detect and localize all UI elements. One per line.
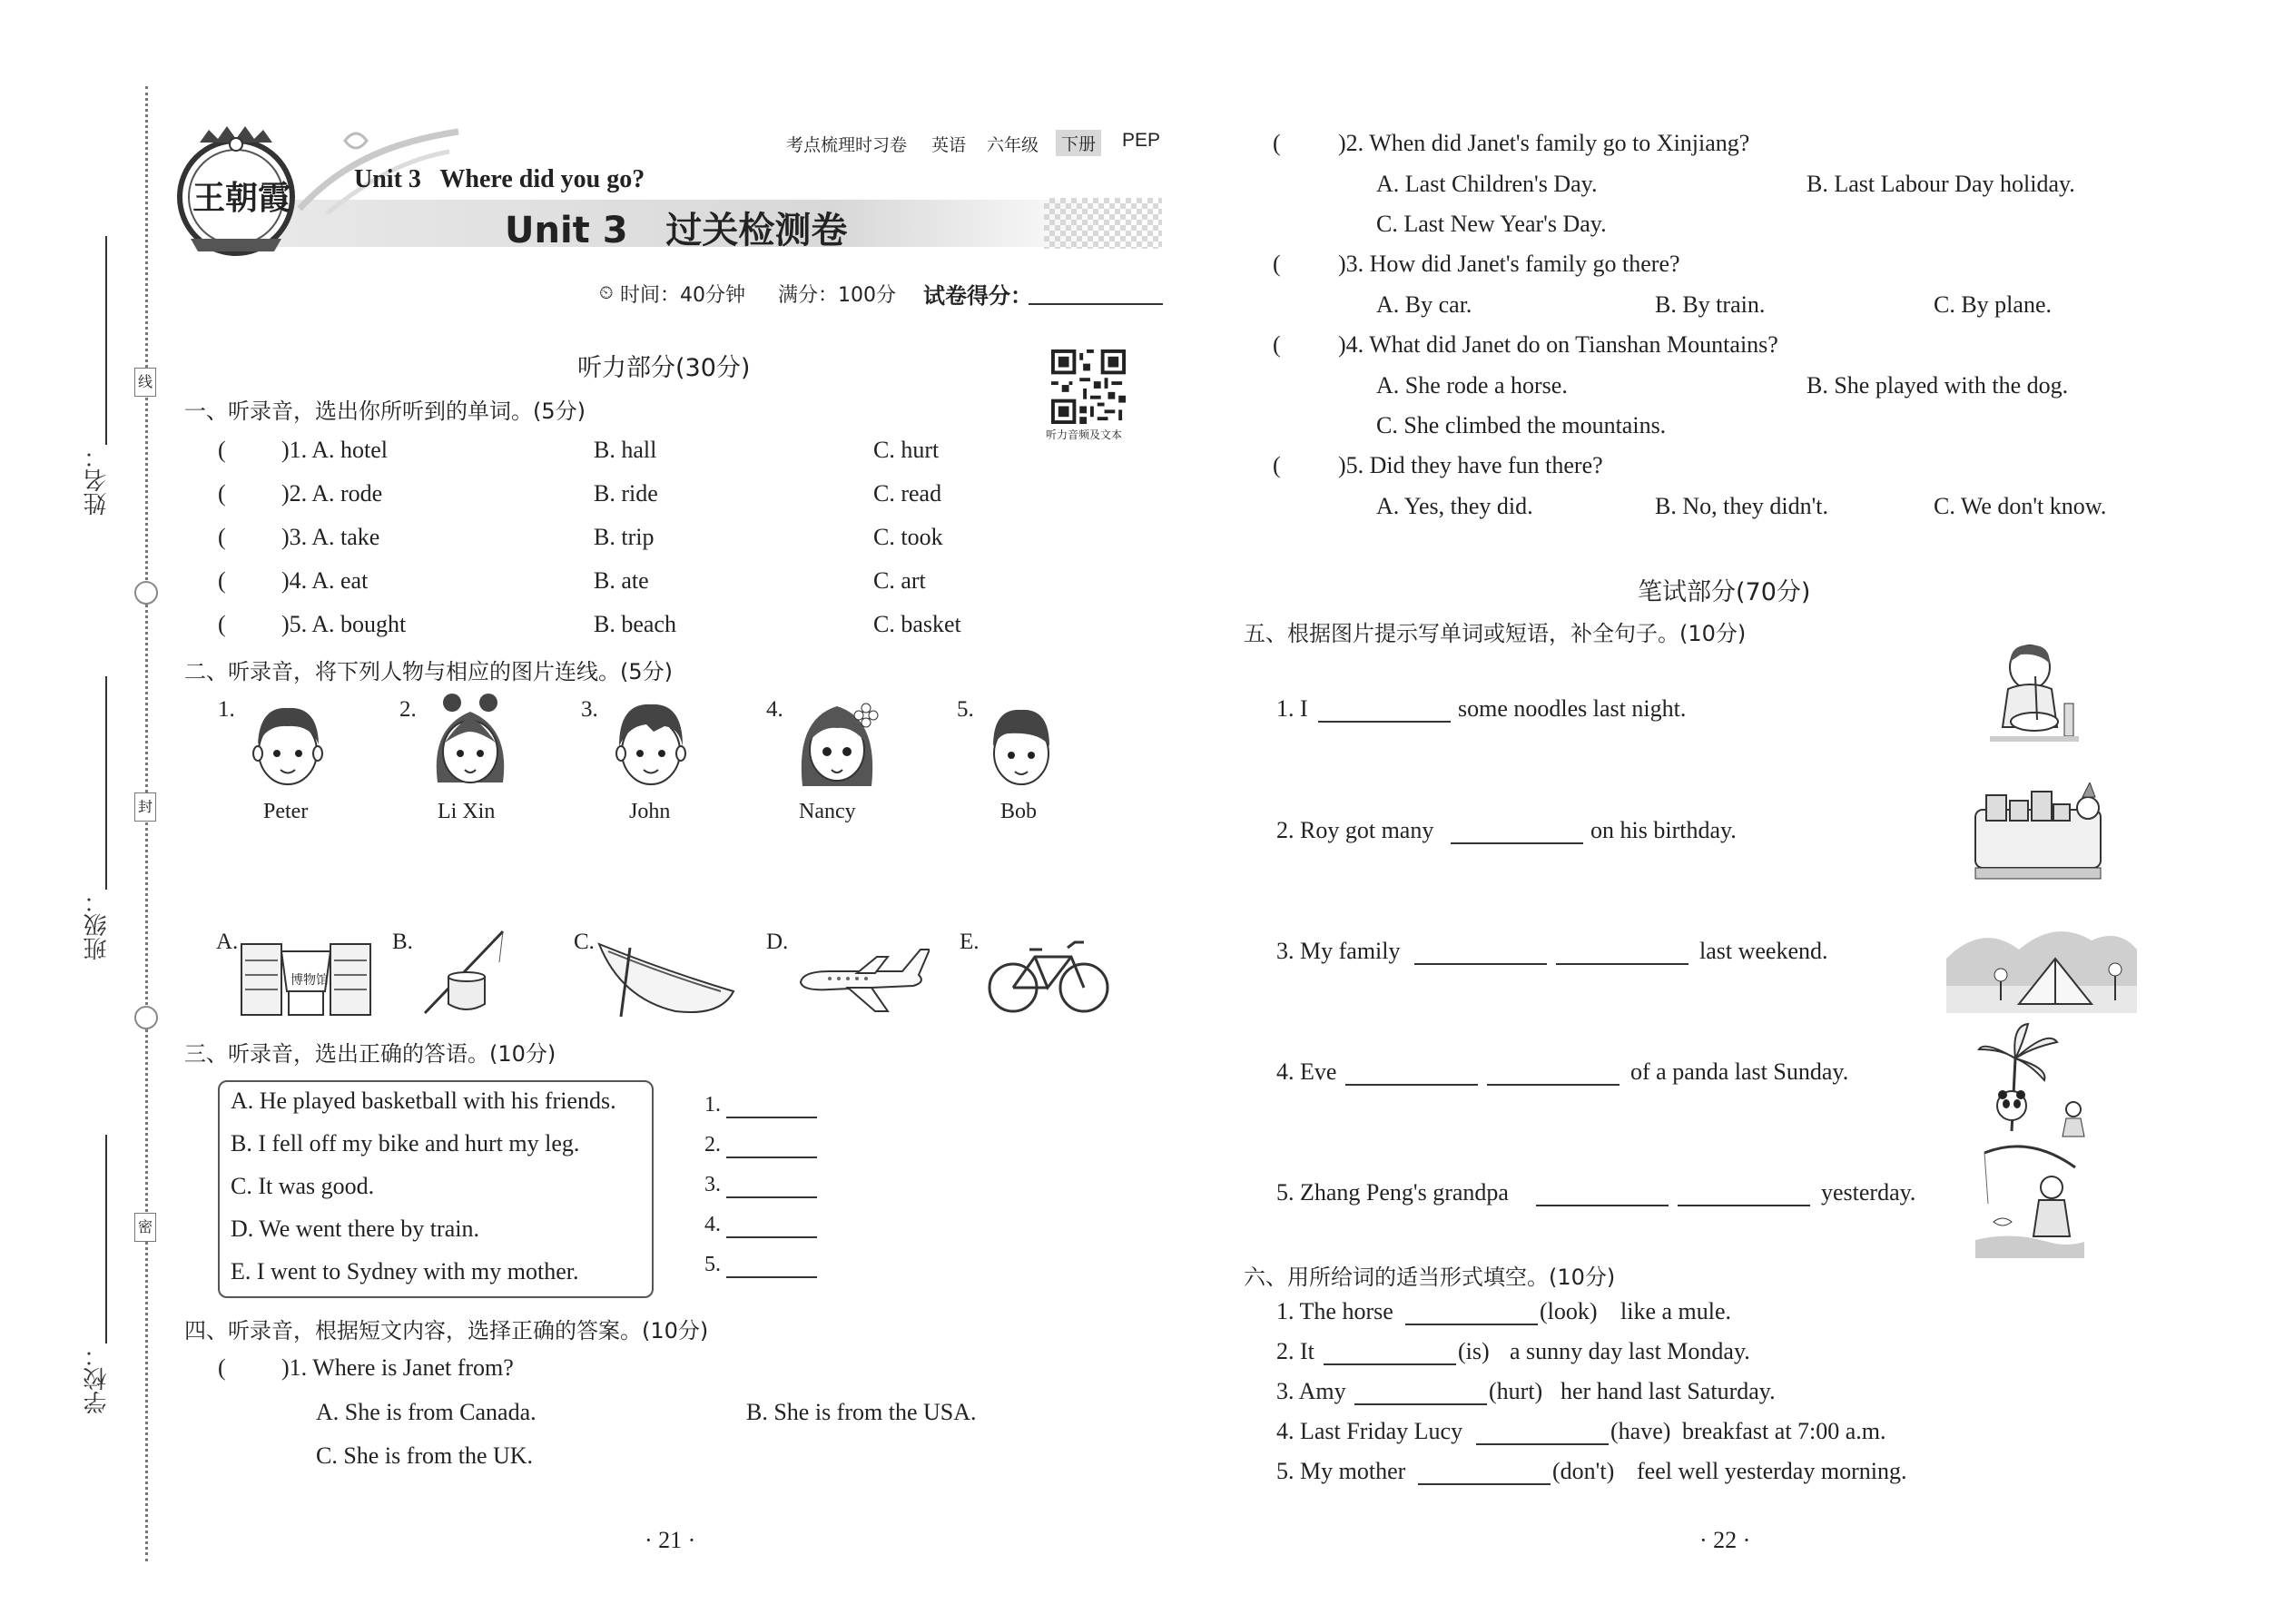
list-item: ( (1273, 130, 1281, 156)
sentence-end: some noodles last night. (1458, 695, 1687, 722)
writing-title: 笔试部分(70分) (1638, 578, 1811, 606)
sentence-end: feel well yesterday morning. (1637, 1458, 1907, 1484)
option-c[interactable]: C. hurt (873, 437, 940, 463)
sentence-start: 4. Last Friday Lucy (1276, 1418, 1463, 1444)
answer-blank-label: 5. (704, 1253, 721, 1276)
person-number: 1. (218, 697, 235, 722)
sentence-start: 1. I (1276, 695, 1308, 722)
part5-title: 五、根据图片提示写单词或短语，补全句子。(10分) (1244, 621, 1747, 646)
answer-blank-label: 3. (704, 1173, 721, 1196)
picture-label: C. (574, 930, 595, 954)
girl-face-icon (425, 692, 516, 797)
sentence-start: 5. Zhang Peng's grandpa (1276, 1179, 1509, 1206)
school-label: 学校： (84, 1343, 111, 1414)
option-b[interactable]: B. She played with the dog. (1807, 372, 2069, 399)
name-underline (105, 236, 107, 445)
panda-photo-icon (1975, 1022, 2093, 1140)
main-title: Unit 3 过关检测卷 (505, 210, 848, 251)
answer-option: A. He played basketball with his friends. (231, 1088, 616, 1114)
page-number-right: · 22 · (1699, 1527, 1751, 1553)
option-a[interactable]: A. By car. (1376, 291, 1472, 318)
option-b[interactable]: B. She is from the USA. (746, 1399, 977, 1425)
dotted-cut-line (145, 86, 148, 1561)
sentence-start: 5. My mother (1276, 1458, 1406, 1484)
header-tag-2: 英语 (931, 135, 967, 155)
list-item: ( (218, 480, 226, 507)
answer-blank[interactable] (726, 1236, 817, 1238)
boy-eating-noodles-icon (1984, 640, 2084, 756)
cut-char-3: 密 (134, 1213, 156, 1242)
option-a[interactable]: A. She is from Canada. (316, 1399, 537, 1425)
boat-icon (594, 935, 739, 1017)
question-text: )3. How did Janet's family go there? (1338, 251, 1680, 277)
header-tag-4: 下册 (1056, 130, 1101, 156)
binding-hole-1 (134, 581, 158, 605)
fill-blank[interactable] (1345, 1084, 1478, 1086)
part6-title: 六、用所给词的适当形式填空。(10分) (1244, 1265, 1616, 1290)
header-tag-5: PEP (1122, 130, 1161, 151)
listening-title: 听力部分(30分) (577, 354, 751, 382)
answer-blank[interactable] (726, 1156, 817, 1158)
fill-blank[interactable] (1536, 1205, 1669, 1206)
name-label: 姓名： (84, 445, 111, 516)
clock-icon: ⏲ (599, 281, 614, 303)
person-name: Nancy (799, 800, 856, 823)
question-text: )2. When did Janet's family go to Xinjiang? (1338, 130, 1750, 156)
question-text: )1. Where is Janet from? (281, 1354, 514, 1381)
girl-face-icon (792, 692, 882, 797)
airplane-icon (793, 939, 930, 1015)
fill-blank[interactable] (1414, 963, 1547, 965)
fill-blank[interactable] (1556, 963, 1689, 965)
option-b[interactable]: B. ate (594, 567, 649, 594)
answer-option: C. It was good. (231, 1173, 375, 1199)
list-item[interactable]: )1. A. hotel (281, 437, 388, 463)
list-item[interactable]: )5. A. bought (281, 611, 407, 637)
qr-caption: 听力音频及文本 (1046, 428, 1123, 441)
given-word: (have) (1610, 1418, 1671, 1444)
grandpa-fishing-icon (1975, 1140, 2084, 1258)
class-underline (105, 676, 107, 890)
camping-tent-icon (1946, 922, 2137, 1013)
exam-score: 满分：100分 (778, 284, 896, 307)
given-word: (don't) (1552, 1458, 1615, 1484)
answer-option: B. I fell off my bike and hurt my leg. (231, 1130, 580, 1156)
qr-code-icon[interactable] (1051, 349, 1126, 424)
exam-result-blank[interactable] (1029, 303, 1163, 305)
option-c[interactable]: C. read (873, 480, 942, 507)
answer-blank[interactable] (726, 1276, 817, 1278)
option-c[interactable]: C. Last New Year's Day. (1376, 211, 1607, 237)
list-item: ( (1273, 251, 1281, 277)
list-item[interactable]: )3. A. take (281, 524, 380, 550)
fill-blank[interactable] (1405, 1324, 1538, 1325)
option-a[interactable]: A. She rode a horse. (1376, 372, 1568, 399)
answer-blank-label: 4. (704, 1213, 721, 1236)
binding-hole-2 (134, 1006, 158, 1029)
option-b[interactable]: B. No, they didn't. (1655, 493, 1829, 519)
answer-blank[interactable] (726, 1117, 817, 1118)
fill-blank[interactable] (1451, 842, 1583, 844)
fill-blank[interactable] (1324, 1363, 1456, 1365)
cut-char-1: 线 (134, 368, 156, 397)
person-name: Bob (1000, 800, 1038, 823)
page-number-left: · 21 · (645, 1527, 696, 1553)
given-word: (hurt) (1489, 1378, 1543, 1404)
person-name: Peter (263, 800, 309, 823)
option-b[interactable]: B. ride (594, 480, 658, 507)
sentence-end: like a mule. (1620, 1298, 1732, 1324)
school-underline (105, 1135, 107, 1343)
part4-title: 四、听录音，根据短文内容，选择正确的答案。(10分) (184, 1318, 709, 1343)
option-b[interactable]: B. Last Labour Day holiday. (1807, 171, 2075, 197)
answer-option: E. I went to Sydney with my mother. (231, 1258, 579, 1284)
sentence-end: breakfast at 7:00 a.m. (1682, 1418, 1886, 1444)
question-text: )5. Did they have fun there? (1338, 452, 1603, 478)
option-c[interactable]: C. We don't know. (1934, 493, 2107, 519)
answer-blank-label: 1. (704, 1093, 721, 1117)
list-item[interactable]: )4. A. eat (281, 567, 369, 594)
sentence-end: yesterday. (1821, 1179, 1916, 1206)
exam-result-label: 试卷得分： (923, 283, 1032, 309)
option-a[interactable]: A. Last Children's Day. (1376, 171, 1598, 197)
class-label: 班级： (84, 890, 111, 960)
answer-option: D. We went there by train. (231, 1216, 479, 1242)
header-tag-1: 考点梳理时习卷 (786, 135, 908, 155)
list-item: ( (1273, 452, 1281, 478)
sentence-start: 3. Amy (1276, 1378, 1346, 1404)
list-item: ( (218, 1354, 226, 1381)
picture-label: A. (216, 930, 239, 954)
picture-label: D. (766, 930, 789, 954)
fill-blank[interactable] (1318, 721, 1451, 723)
person-number: 3. (581, 697, 598, 722)
fill-blank[interactable] (1354, 1403, 1487, 1405)
sentence-start: 2. Roy got many (1276, 817, 1434, 843)
part1-title: 一、听录音，选出你所听到的单词。(5分) (184, 399, 586, 424)
option-c[interactable]: C. art (873, 567, 926, 594)
list-item: ( (218, 611, 226, 637)
checker-pattern (1044, 198, 1162, 249)
part3-title: 三、听录音，选出正确的答语。(10分) (184, 1041, 556, 1067)
sentence-start: 4. Eve (1276, 1058, 1337, 1085)
given-word: (is) (1458, 1338, 1490, 1364)
list-item[interactable]: )2. A. rode (281, 480, 383, 507)
person-number: 2. (399, 697, 417, 722)
fill-blank[interactable] (1476, 1443, 1609, 1445)
fishing-icon (416, 926, 516, 1017)
person-number: 4. (766, 697, 783, 722)
option-b[interactable]: B. hall (594, 437, 657, 463)
person-name: John (629, 800, 671, 823)
option-a[interactable]: A. Yes, they did. (1376, 493, 1533, 519)
list-item: ( (1273, 331, 1281, 358)
given-word: (look) (1540, 1298, 1598, 1324)
sentence-end: last weekend. (1699, 938, 1828, 964)
question-text: )4. What did Janet do on Tianshan Mountains? (1338, 331, 1778, 358)
option-b[interactable]: B. trip (594, 524, 655, 550)
boy-face-icon (247, 697, 329, 797)
museum-sign: 博物馆 (290, 973, 329, 988)
unit-subtitle: Unit 3 Where did you go? (354, 165, 645, 193)
sentence-start: 1. The horse (1276, 1298, 1393, 1324)
cut-char-2: 封 (134, 792, 156, 822)
person-number: 5. (957, 697, 974, 722)
option-c[interactable]: C. took (873, 524, 943, 550)
brand-name: 王朝霞 (192, 179, 291, 217)
fill-blank[interactable] (1418, 1483, 1551, 1485)
fill-blank[interactable] (1678, 1205, 1810, 1206)
boy-face-icon (980, 697, 1062, 797)
list-item: ( (218, 437, 226, 463)
answer-blank-label: 2. (704, 1133, 721, 1156)
header-tag-3: 六年级 (987, 135, 1039, 155)
sentence-start: 3. My family (1276, 938, 1401, 964)
picture-label: E. (960, 930, 980, 954)
sentence-end: of a panda last Sunday. (1630, 1058, 1849, 1085)
picture-label: B. (392, 930, 413, 954)
exam-time: 时间：40分钟 (620, 284, 745, 307)
option-c[interactable]: C. She is from the UK. (316, 1442, 534, 1469)
option-c[interactable]: C. She climbed the mountains. (1376, 412, 1667, 438)
option-c[interactable]: C. basket (873, 611, 961, 637)
answer-blank[interactable] (726, 1196, 817, 1198)
bicycle-icon (988, 935, 1109, 1015)
list-item: ( (218, 524, 226, 550)
fill-blank[interactable] (1487, 1084, 1620, 1086)
sentence-start: 2. It (1276, 1338, 1314, 1364)
sentence-end: on his birthday. (1590, 817, 1737, 843)
list-item: ( (218, 567, 226, 594)
sentence-end: a sunny day last Monday. (1510, 1338, 1750, 1364)
person-name: Li Xin (438, 800, 496, 823)
boy-face-icon (610, 695, 692, 797)
option-b[interactable]: B. beach (594, 611, 676, 637)
birthday-gifts-icon (1970, 782, 2106, 893)
option-b[interactable]: B. By train. (1655, 291, 1766, 318)
part2-title: 二、听录音，将下列人物与相应的图片连线。(5分) (184, 659, 673, 684)
sentence-end: her hand last Saturday. (1561, 1378, 1776, 1404)
option-c[interactable]: C. By plane. (1934, 291, 2052, 318)
